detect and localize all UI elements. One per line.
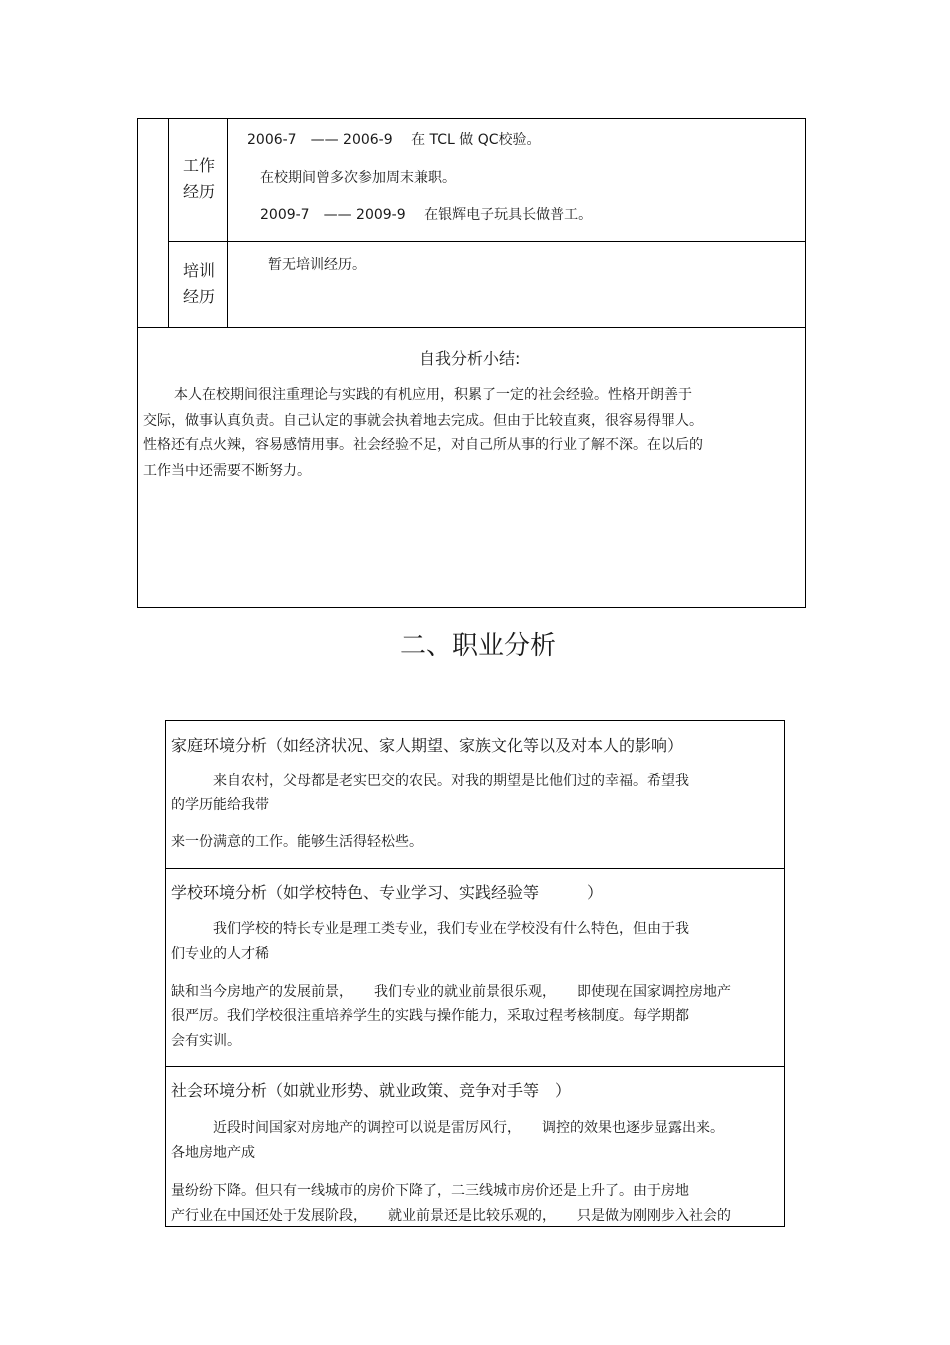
training-label (170, 258, 228, 310)
family-line-1: 来自农村，父母都是老实巴交的农民。对我的期望是比他们过的幸福。希望我 (213, 773, 689, 789)
summary-line-4: 工作当中还需要不断努力。 (143, 463, 311, 479)
section-heading: 二、职业分析 (400, 631, 557, 661)
school-line-3: 缺和当今房地产的发展前景， 我们专业的就业前景很乐观， 即使现在国家调控房地产 (171, 984, 731, 1000)
family-line-2: 的学历能给我带 (171, 797, 269, 813)
training-text: 暂无培训经历。 (268, 257, 366, 273)
family-line-3: 来一份满意的工作。能够生活得轻松些。 (171, 834, 423, 850)
school-line-2: 们专业的人才稀 (171, 946, 269, 962)
summary-line-1: 本人在校期间很注重理论与实践的有机应用，积累了一定的社会经验。性格开朗善于 (174, 387, 692, 403)
society-line-3: 量纷纷下降。但只有一线城市的房价下降了，二三线城市房价还是上升了。由于房地 (171, 1183, 689, 1199)
work-line-1: 2006-7 —— 2006-9 在 TCL 做 QC校验。 (247, 132, 541, 148)
summary-line-2: 交际，做事认真负责。自己认定的事就会执着地去完成。但由于比较直爽，很容易得罪人。 (143, 413, 703, 429)
society-line-4: 产行业在中国还处于发展阶段， 就业前景还是比较乐观的， 只是做为刚刚步入社会的 (171, 1208, 731, 1224)
training-label-line-1: 培训 (182, 261, 215, 280)
work-label-line-1: 工作 (182, 156, 215, 175)
summary-title: 自我分析小结: (419, 349, 521, 368)
school-line-1: 我们学校的特长专业是理工类专业，我们专业在学校没有什么特色，但由于我 (213, 921, 689, 937)
training-label-line-2: 经历 (182, 287, 215, 306)
school-line-5: 会有实训。 (171, 1033, 241, 1049)
work-line-3: 2009-7 —— 2009-9 在银辉电子玩具长做普工。 (260, 207, 593, 223)
school-line-4: 很严厉。我们学校很注重培养学生的实践与操作能力，采取过程考核制度。每学期都 (171, 1008, 689, 1024)
school-analysis-title: 学校环境分析（如学校特色、专业学习、实践经验等 ） (171, 883, 604, 902)
family-analysis-title: 家庭环境分析（如经济状况、家人期望、家族文化等以及对本人的影响） (171, 736, 684, 755)
work-line-2: 在校期间曾多次参加周末兼职。 (260, 170, 456, 186)
work-label-line-2: 经历 (182, 182, 215, 201)
society-line-1: 近段时间国家对房地产的调控可以说是雷厉风行， 调控的效果也逐步显露出来。 (213, 1120, 724, 1136)
society-line-2: 各地房地产成 (171, 1145, 255, 1161)
work-label (170, 153, 228, 205)
society-analysis-title: 社会环境分析（如就业形势、就业政策、竞争对手等 ） (171, 1081, 572, 1100)
summary-line-3: 性格还有点火辣，容易感情用事。社会经验不足，对自己所从事的行业了解不深。在以后的 (143, 437, 703, 453)
